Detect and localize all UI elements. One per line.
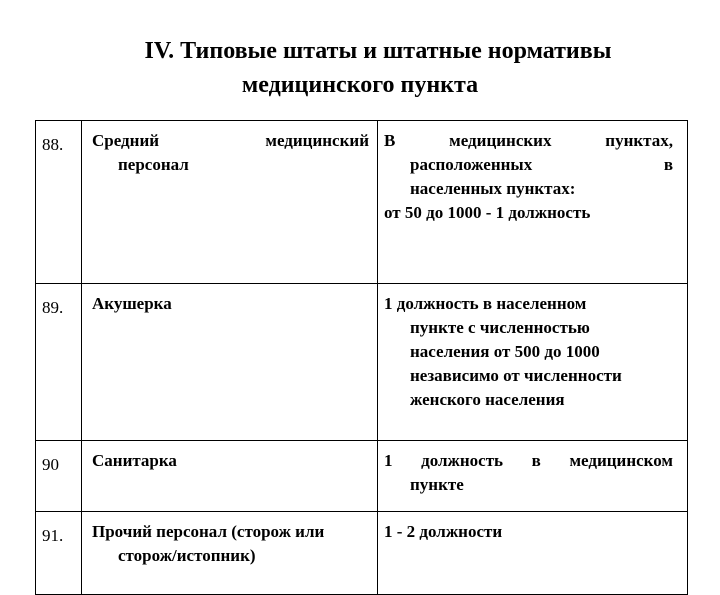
norm-word: медицинских bbox=[449, 131, 552, 150]
norm-word: в bbox=[663, 155, 673, 174]
norm-word: В bbox=[384, 131, 396, 150]
position-name: Акушерка bbox=[82, 284, 378, 441]
norm-word: медицинском bbox=[569, 451, 673, 470]
norm-line: женского населения bbox=[410, 390, 565, 409]
norm-line: пункте с численностью bbox=[410, 318, 590, 337]
table-row bbox=[36, 121, 688, 284]
position-name-word: медицинский bbox=[265, 131, 369, 150]
row-number: 90 bbox=[36, 441, 82, 512]
page-title bbox=[0, 34, 720, 102]
position-name: Санитарка bbox=[82, 441, 378, 512]
position-name-word: Средний bbox=[92, 131, 160, 150]
staffing-norm bbox=[378, 441, 688, 512]
norm-word: расположенных bbox=[410, 155, 533, 174]
norm-word: 1 bbox=[384, 451, 393, 470]
norm-line: населения от 500 до 1000 bbox=[410, 342, 600, 361]
title-line-1: IV. Типовые штаты и штатные нормативы bbox=[144, 38, 612, 64]
position-name bbox=[82, 121, 378, 284]
norm-word: пунктах, bbox=[605, 131, 673, 150]
position-name-line: Прочий персонал (сторож или bbox=[92, 522, 325, 541]
table-row bbox=[36, 441, 688, 512]
norm-line: независимо от численности bbox=[410, 366, 622, 385]
row-number: 91. bbox=[36, 512, 82, 595]
row-number: 89. bbox=[36, 284, 82, 441]
row-number: 88. bbox=[36, 121, 82, 284]
title-line-2: медицинского пункта bbox=[241, 72, 479, 98]
norm-line: пункте bbox=[410, 475, 464, 494]
norm-line: от 50 до 1000 - 1 должность bbox=[384, 203, 591, 222]
staffing-norm bbox=[378, 284, 688, 441]
norm-line: населенных пунктах: bbox=[410, 179, 576, 198]
staffing-norms-table bbox=[35, 120, 688, 595]
norm-word: в bbox=[531, 451, 541, 470]
table-row bbox=[36, 284, 688, 441]
table-row bbox=[36, 512, 688, 595]
norm-word: должность bbox=[421, 451, 504, 470]
staffing-norm: 1 - 2 должности bbox=[378, 512, 688, 595]
staffing-norm bbox=[378, 121, 688, 284]
position-name bbox=[82, 512, 378, 595]
norm-line: 1 должность в населенном bbox=[384, 294, 587, 313]
position-name-continuation: сторож/истопник) bbox=[118, 546, 256, 565]
position-name-continuation: персонал bbox=[118, 155, 189, 174]
